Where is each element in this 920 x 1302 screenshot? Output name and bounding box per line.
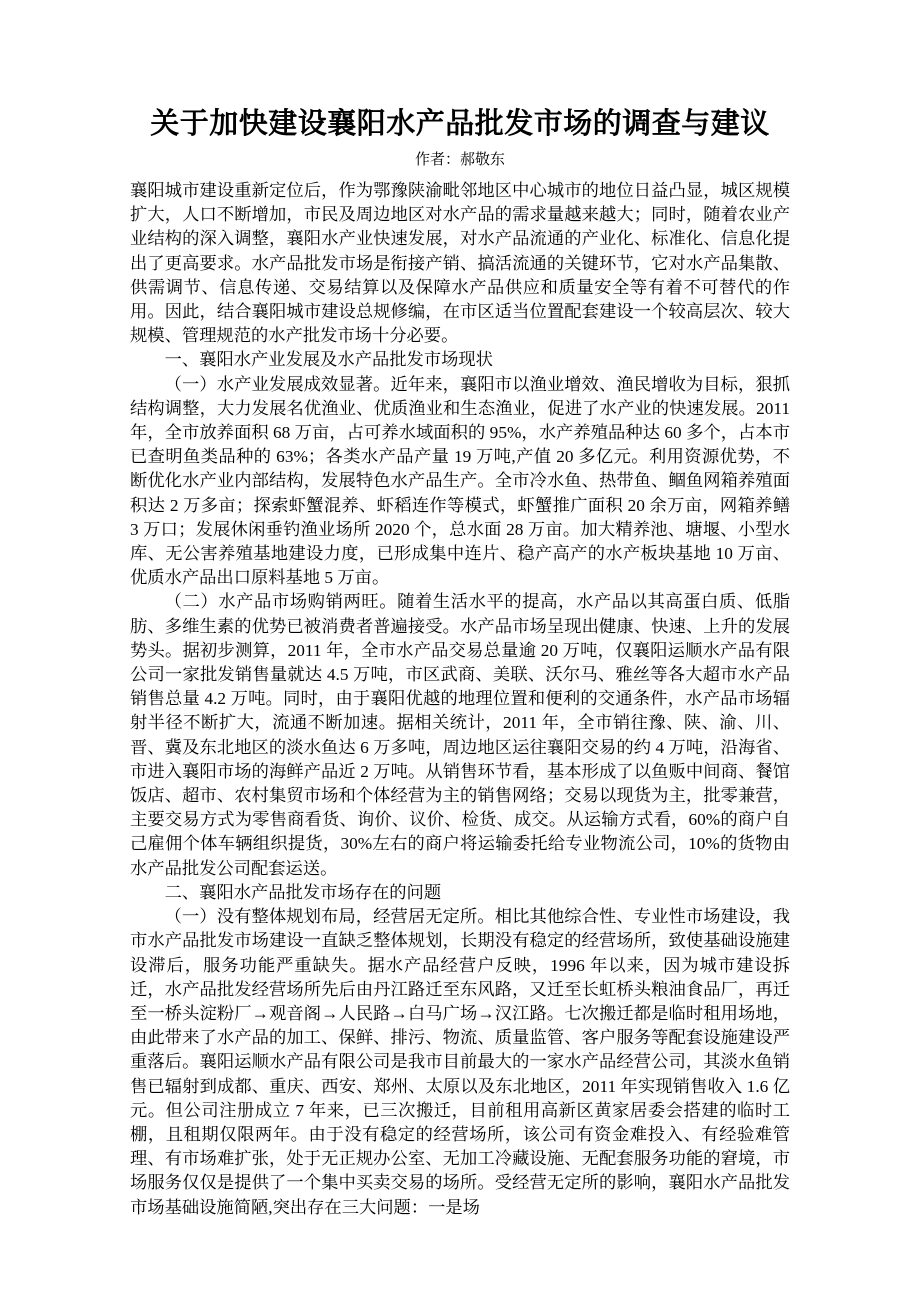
document-body [130,179,790,1220]
author-line: 作者：郝敬东 [414,152,505,168]
paragraph-1-1: （一）水产业发展成效显著。近年来，襄阳市以渔业增效、渔民增收为目标，狠抓结构调整，大力发展名优渔业、优质渔业和生态渔业，促进了水产业的快速发展。2011 年，全市放养面积 68 万亩，占可养水域面积的 95%，水产养殖品种达 60 多个，占本市已查明鱼类品种的 63%；各类水产品产量 19 万吨,产值 20 多亿元。利用资源优势，不断优化水产业内部结构，发展特色水产品生产。全市冷水鱼、热带鱼、鲴鱼网箱养殖面积达 2 万多亩；探索虾蟹混养、虾稻连作等模式，虾蟹推广面积 20 余万亩，网箱养鳝 3 万口；发展休闲垂钓渔业场所 2020 个，总水面 28 万亩。加大精养池、塘堰、小型水库、无公害养殖基地建设力度，已形成集中连片、稳产高产的水产板块基地 10 万亩、优质水产品出口原料基地 5 万亩。 [130,374,790,588]
paragraph-1-2: （二）水产品市场购销两旺。随着生活水平的提高，水产品以其高蛋白质、低脂肪、多维生素的优势已被消费者普遍接受。水产品市场呈现出健康、快速、上升的发展势头。据初步测算，2011 年，全市水产品交易总量逾 20 万吨，仅襄阳运顺水产品有限公司一家批发销售量就达 4.5 万吨，市区武商、美联、沃尔马、雅丝等各大超市水产品销售总量 4.2 万吨。同时，由于襄阳优越的地理位置和便利的交通条件，水产品市场辐射半径不断扩大，流通不断加速。据相关统计，2011 年，全市销往豫、陕、渝、川、晋、冀及东北地区的淡水鱼达 6 万多吨，周边地区运往襄阳交易的约 4 万吨，沿海省、市进入襄阳市场的海鲜产品近 2 万吨。从销售环节看，基本形成了以鱼贩中间商、餐馆饭店、超市、农村集贸市场和个体经营为主的销售网络；交易以现货为主，批零兼营，主要交易方式为零售商看货、询价、议价、检货、成交。从运输方式看，60%的商户自己雇佣个体车辆组织提货，30%左右的商户将运输委托给专业物流公司，10%的货物由水产品批发公司配套运送。 [130,592,790,878]
section-heading-1: 一、襄阳水产业发展及水产品批发市场现状 [164,350,493,370]
document-title: 关于加快建设襄阳水产品批发市场的调查与建议 [150,108,770,140]
section-heading-2: 二、襄阳水产品批发市场存在的问题 [164,882,442,902]
intro-paragraph: 襄阳城市建设重新定位后，作为鄂豫陕渝毗邻地区中心城市的地位日益凸显，城区规模扩大，人口不断增加，市民及周边地区对水产品的需求量越来越大；同时，随着农业产业结构的深入调整，襄阳水产业快速发展，对水产品流通的产业化、标准化、信息化提出了更高要求。水产品批发市场是衔接产销、搞活流通的关键环节，它对水产品集散、供需调节、信息传递、交易结算以及保障水产品供应和质量安全等有着不可替代的作用。因此，结合襄阳城市建设总规修编，在市区适当位置配套建设一个较高层次、较大规模、管理规范的水产批发市场十分必要。 [130,181,790,346]
paragraph-2-1: （一）没有整体规划布局，经营居无定所。相比其他综合性、专业性市场建设，我市水产品批发市场建设一直缺乏整体规划，长期没有稳定的经营场所，致使基础设施建设滞后，服务功能严重缺失。据水产品经营户反映，1996 年以来，因为城市建设拆迁，水产品批发经营场所先后由丹江路迁至东风路，又迁至长虹桥头粮油食品厂，再迁至一桥头淀粉厂→观音阁→人民路→白马广场→汉江路。七次搬迁都是临时租用场地，由此带来了水产品的加工、保鲜、排污、物流、质量监管、客户服务等配套设施建设严重落后。襄阳运顺水产品有限公司是我市目前最大的一家水产品经营公司，其淡水鱼销售已辐射到成都、重庆、西安、郑州、太原以及东北地区，2011 年实现销售收入 1.6 亿元。但公司注册成立 7 年来，已三次搬迁，目前租用高新区黄家居委会搭建的临时工棚，且租期仅限两年。由于没有稳定的经营场所，该公司有资金难投入、有经验难管理、有市场难扩张，处于无正规办公室、无加工冷藏设施、无配套服务功能的窘境，市场服务仅仅是提供了一个集中买卖交易的场所。受经营无定所的影响，襄阳水产品批发市场基础设施简陋,突出存在三大问题：一是场 [130,907,790,1217]
